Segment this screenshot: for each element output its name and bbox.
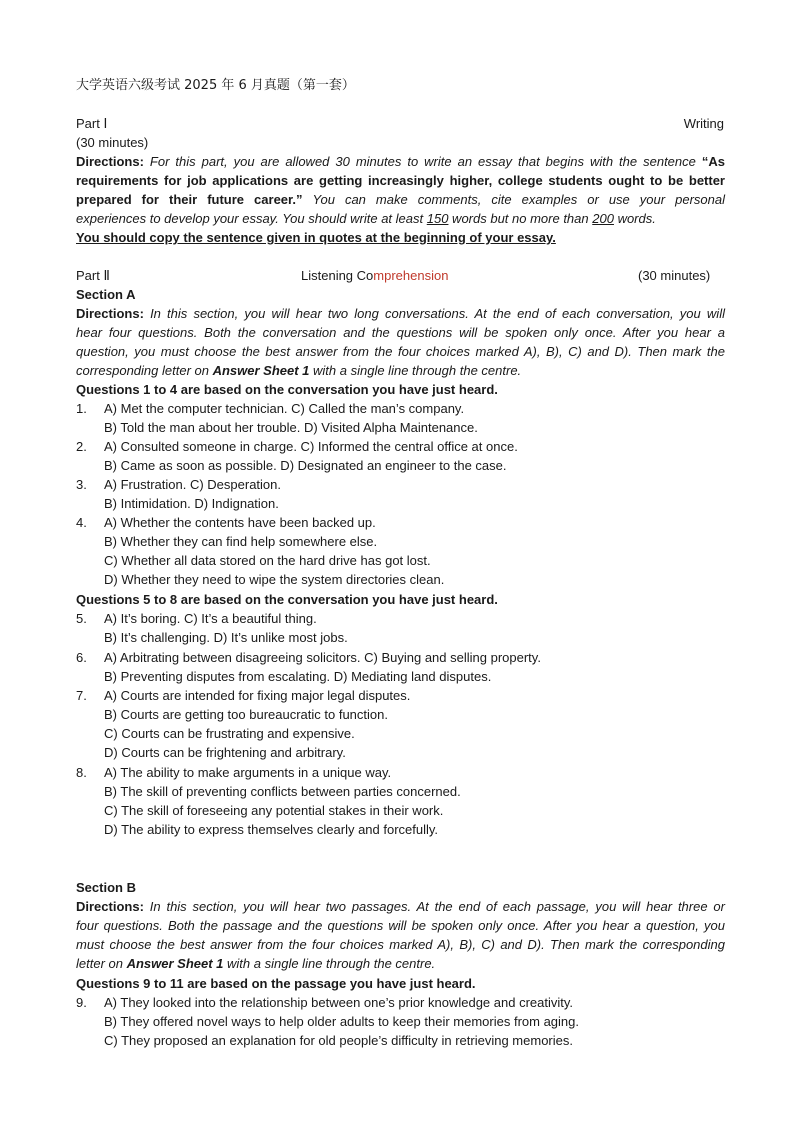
essay-prompt-start: “As [701, 154, 725, 169]
directions-cont: You can make comments, cite examples or use your personal [312, 192, 725, 207]
question-group-heading: Questions 1 to 4 are based on the conversation you have just heard. [76, 382, 498, 397]
section-a-directions-line-1 [76, 304, 725, 323]
part1-directions-line-4 [76, 209, 656, 228]
question-number: 4. [76, 515, 87, 530]
answer-option: A) The ability to make arguments in a unique way. [104, 765, 392, 780]
directions-text: letter on [76, 956, 127, 971]
question-number: 1. [76, 401, 87, 416]
answer-sheet-ref: Answer Sheet 1 [212, 363, 310, 378]
section-a-directions-line-4 [76, 361, 521, 380]
document-title: 大学英语六级考试 2025 年 6 月真题（第一套） [76, 78, 355, 93]
part2-label: Part Ⅱ [76, 268, 110, 283]
answer-option: A) Met the computer technician. C) Called the man’s company. [104, 401, 465, 416]
answer-option: A) Courts are intended for fixing major legal disputes. [104, 688, 411, 703]
answer-option: D) Courts can be frightening and arbitrary. [104, 745, 346, 760]
directions-label: Directions: [76, 899, 144, 914]
question-number: 3. [76, 477, 87, 492]
question-number: 5. [76, 611, 87, 626]
section-b-directions-line-3: must choose the best answer from the four choices marked A), B), C) and D). Then mark the corresponding [76, 937, 725, 952]
part1-directions-line-3 [76, 190, 725, 209]
answer-option: A) Frustration. C) Desperation. [104, 477, 282, 492]
part2-time: (30 minutes) [638, 268, 711, 283]
directions-text: with a single line through the centre. [309, 363, 522, 378]
directions-label: Directions: [76, 154, 144, 169]
directions-text: with a single line through the centre. [223, 956, 436, 971]
word-limit-text-a: experiences to develop your essay. You should write at least [76, 211, 427, 226]
directions-text: In this section, you will hear two long conversations. At the end of each conversation, you will [150, 306, 725, 321]
question-number: 6. [76, 650, 87, 665]
word-limit-text-b: words but no more than [448, 211, 593, 226]
answer-sheet-ref: Answer Sheet 1 [126, 956, 224, 971]
section-b-directions-line-2: four questions. Both the passage and the questions will be spoken only once. After you hear a question, you [76, 918, 725, 933]
question-number: 2. [76, 439, 87, 454]
question-number: 9. [76, 995, 87, 1010]
part1-time: (30 minutes) [76, 135, 149, 150]
directions-label: Directions: [76, 306, 144, 321]
essay-prompt-line-2: requirements for job applications are getting increasingly higher, college students ought to be better [76, 173, 725, 188]
answer-option: B) The skill of preventing conflicts between parties concerned. [104, 784, 461, 799]
directions-text: corresponding letter on [76, 363, 213, 378]
section-a-directions-line-2: hear four questions. Both the conversation and the questions will be spoken only once. After you hear a [76, 325, 725, 340]
question-number: 7. [76, 688, 87, 703]
part1-directions-line-1 [76, 152, 725, 171]
copy-instruction: You should copy the sentence given in quotes at the beginning of your essay. [76, 230, 556, 245]
answer-option: A) Consulted someone in charge. C) Informed the central office at once. [104, 439, 518, 454]
question-number: 8. [76, 765, 87, 780]
question-group-heading: Questions 5 to 8 are based on the conversation you have just heard. [76, 592, 498, 607]
answer-option: A) It’s boring. C) It’s a beautiful thing. [104, 611, 317, 626]
answer-option: A) Arbitrating between disagreeing solicitors. C) Buying and selling property. [104, 650, 541, 665]
answer-option: D) The ability to express themselves clearly and forcefully. [104, 822, 439, 837]
answer-option: C) Whether all data stored on the hard drive has got lost. [104, 553, 431, 568]
answer-option: B) Preventing disputes from escalating. D) Mediating land disputes. [104, 669, 492, 684]
answer-option: B) Told the man about her trouble. D) Visited Alpha Maintenance. [104, 420, 478, 435]
part2-section-name [301, 266, 448, 285]
section-b-directions-line-4 [76, 954, 435, 973]
answer-option: B) They offered novel ways to help older adults to keep their memories from aging. [104, 1014, 579, 1029]
section-a-directions-line-3: question, you must choose the best answer from the four choices marked A), B), C) and D). Then mark the [76, 344, 725, 359]
section-b-heading: Section B [76, 880, 136, 895]
part2-section-name-b: mprehension [373, 268, 449, 283]
part2-section-name-a: Listening Co [301, 268, 374, 283]
answer-option: C) Courts can be frustrating and expensive. [104, 726, 355, 741]
answer-option: B) Whether they can find help somewhere else. [104, 534, 378, 549]
answer-option: D) Whether they need to wipe the system directories clean. [104, 572, 445, 587]
directions-text: In this section, you will hear two passages. At the end of each passage, you will hear three or [149, 899, 725, 914]
answer-option: B) It’s challenging. D) It’s unlike most jobs. [104, 630, 348, 645]
essay-prompt-end: prepared for their future career.” [76, 192, 303, 207]
answer-option: B) Courts are getting too bureaucratic to function. [104, 707, 388, 722]
min-words: 150 [426, 211, 449, 226]
max-words: 200 [592, 211, 614, 226]
word-limit-text-c: words. [613, 211, 656, 226]
directions-intro: For this part, you are allowed 30 minutes to write an essay that begins with the sentence [149, 154, 696, 169]
answer-option: C) The skill of foreseeing any potential stakes in their work. [104, 803, 444, 818]
section-b-directions-line-1 [76, 897, 725, 916]
part1-label: Part Ⅰ [76, 116, 108, 131]
section-a-heading: Section A [76, 287, 136, 302]
answer-option: B) Intimidation. D) Indignation. [104, 496, 279, 511]
answer-option: A) They looked into the relationship between one’s prior knowledge and creativity. [104, 995, 574, 1010]
question-group-heading: Questions 9 to 11 are based on the passage you have just heard. [76, 976, 476, 991]
answer-option: C) They proposed an explanation for old people’s difficulty in retrieving memories. [104, 1033, 573, 1048]
part1-section-name: Writing [683, 116, 724, 131]
answer-option: A) Whether the contents have been backed up. [104, 515, 376, 530]
answer-option: B) Came as soon as possible. D) Designated an engineer to the case. [104, 458, 507, 473]
